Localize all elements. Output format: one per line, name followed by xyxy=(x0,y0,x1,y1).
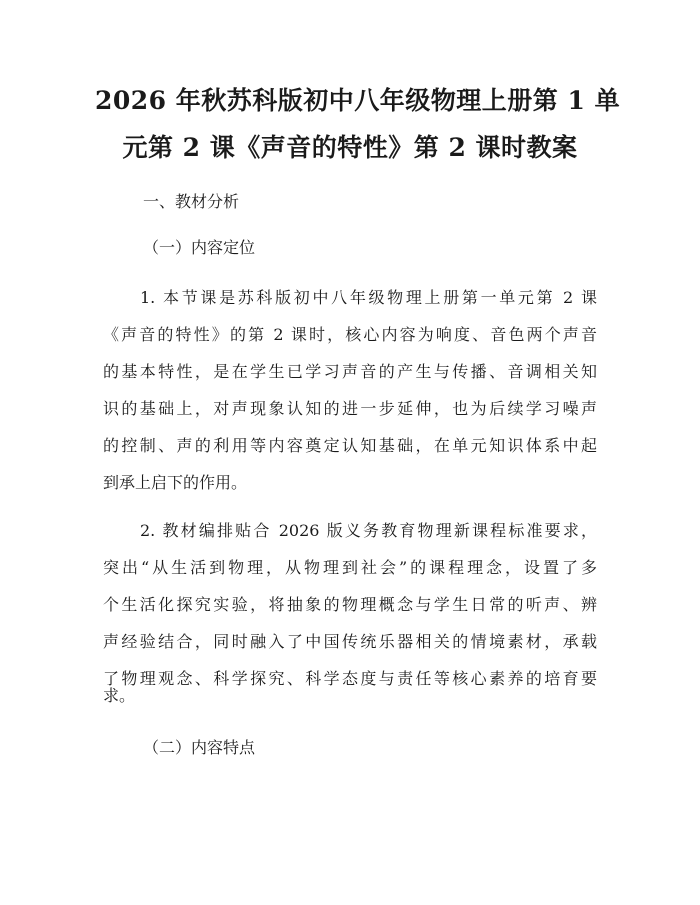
section-heading-textbook-analysis: 一、教材分析 xyxy=(143,192,240,211)
paragraph-1-line: 到承上启下的作用。 xyxy=(103,473,248,492)
paragraph-2-line: 突出“从生活到物理，从物理到社会”的课程理念，设置了多 xyxy=(103,558,597,577)
paragraph-2-line: 2. 教材编排贴合 2026 版义务教育物理新课程标准要求， xyxy=(140,521,597,540)
paragraph-2-line: 个生活化探究实验，将抽象的物理概念与学生日常的听声、辨 xyxy=(103,595,597,614)
document-title-line-2: 元第 2 课《声音的特性》第 2 课时教案 xyxy=(122,133,578,162)
paragraph-2-line: 声经验结合，同时融入了中国传统乐器相关的情境素材，承载 xyxy=(103,632,597,651)
paragraph-1-line: 的基本特性，是在学生已学习声音的产生与传播、音调相关知 xyxy=(103,362,597,381)
paragraph-1-line: 1. 本节课是苏科版初中八年级物理上册第一单元第 2 课 xyxy=(140,288,597,307)
paragraph-1-line: 《声音的特性》的第 2 课时，核心内容为响度、音色两个声音 xyxy=(103,325,597,344)
paragraph-1-line: 的控制、声的利用等内容奠定认知基础，在单元知识体系中起 xyxy=(103,436,597,455)
subsection-heading-content-features: （二）内容特点 xyxy=(143,738,256,757)
subsection-heading-content-positioning: （一）内容定位 xyxy=(143,238,256,257)
paragraph-2-line: 了物理观念、科学探究、科学态度与责任等核心素养的培育要 xyxy=(103,669,597,688)
paragraph-1-line: 识的基础上，对声现象认知的进一步延伸，也为后续学习噪声 xyxy=(103,399,597,418)
document-title-line-1: 2026 年秋苏科版初中八年级物理上册第 1 单 xyxy=(95,86,621,115)
paragraph-2-line: 求。 xyxy=(103,686,136,705)
